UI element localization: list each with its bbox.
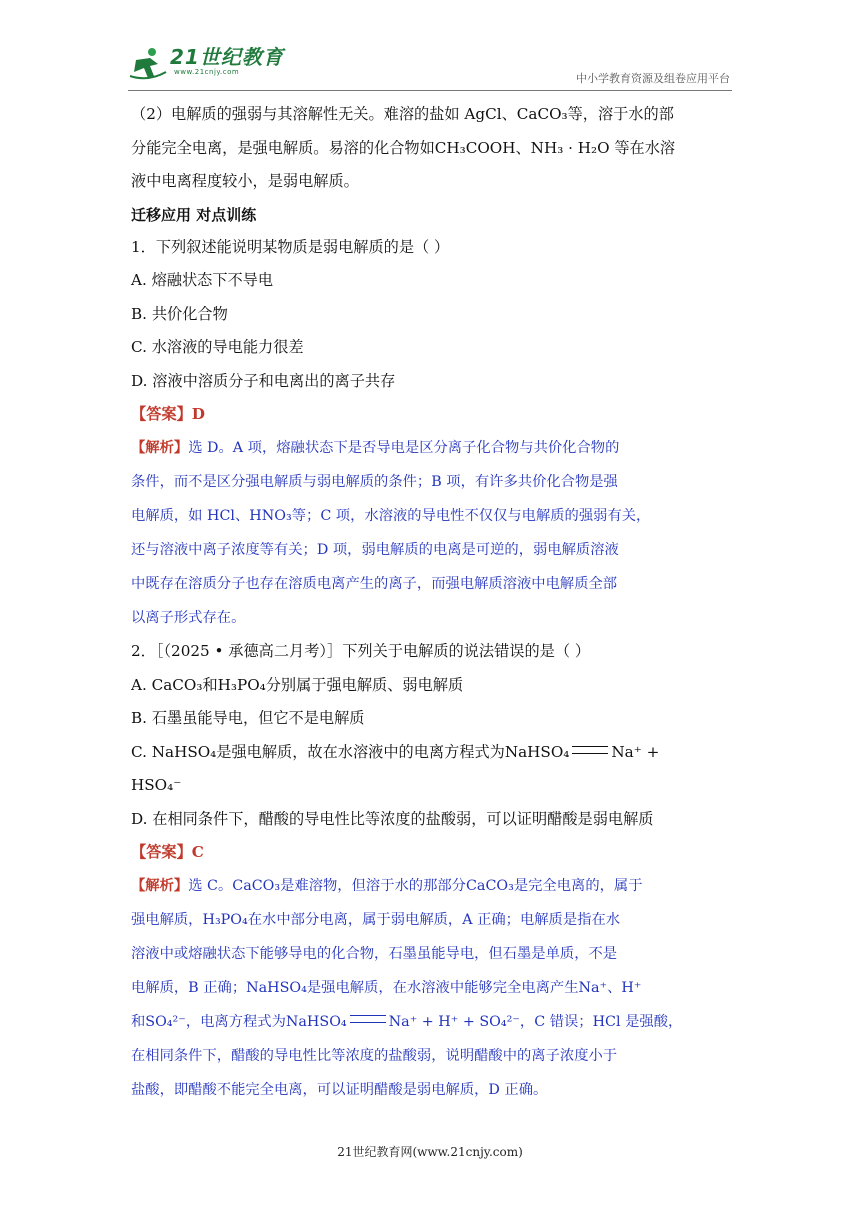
analysis-label: 【解析】 <box>131 878 189 894</box>
analysis-text: Na⁺ + H⁺ + SO₄²⁻，C 错误；HCl 是强酸， <box>388 1014 683 1030</box>
option-c-text: C. NaHSO₄是强电解质，故在水溶液中的电离方程式为NaHSO₄ <box>131 742 570 761</box>
q2-option-d: D. 在相同条件下，醋酸的导电性比等浓度的盐酸弱，可以证明醋酸是弱电解质 <box>131 809 654 828</box>
q1-analysis-line-3: 电解质，如 HCl、HNO₃等；C 项，水溶液的导电性不仅仅与电解质的强弱有关， <box>131 508 651 524</box>
logo-text: 21世纪教育 <box>170 45 284 69</box>
q2-option-c-line-2: HSO₄⁻ <box>131 776 182 794</box>
analysis-text: 选 C。CaCO₃是难溶物，但溶于水的那部分CaCO₃是完全电离的，属于 <box>188 878 643 894</box>
q2-analysis-line-6: 在相同条件下，醋酸的导电性比等浓度的盐酸弱，说明醋酸中的离子浓度小于 <box>131 1048 618 1064</box>
site-logo[interactable] <box>128 46 284 82</box>
answer-label: 【答案】 <box>131 843 192 861</box>
header-tagline: 中小学教育资源及组卷应用平台 <box>576 72 730 85</box>
q1-analysis-line-6: 以离子形式存在。 <box>131 610 246 626</box>
q2-analysis-line-1 <box>131 869 735 903</box>
document-body <box>131 98 735 1107</box>
q1-analysis-line-4: 还与溶液中离子浓度等有关；D 项，弱电解质的电离是可逆的，弱电解质溶液 <box>131 542 619 558</box>
equilibrium-sign <box>350 1015 386 1023</box>
q2-analysis-line-3: 溶液中或熔融状态下能够导电的化合物，石墨虽能导电，但石墨是单质，不是 <box>131 946 618 962</box>
analysis-label: 【解析】 <box>131 440 189 456</box>
page-header <box>128 46 732 91</box>
analysis-text: 选 D。A 项，熔融状态下是否导电是区分离子化合物与共价化合物的 <box>188 440 620 456</box>
q2-option-c <box>131 736 735 770</box>
q2-option-a: A. CaCO₃和H₃PO₄分别属于强电解质、弱电解质 <box>131 675 464 694</box>
q2-answer <box>131 836 735 869</box>
q1-stem: 1．下列叙述能说明某物质是弱电解质的是（ ） <box>131 237 450 256</box>
answer-label: 【答案】 <box>131 405 192 423</box>
q1-option-c: C. 水溶液的导电能力很差 <box>131 338 304 356</box>
section-title: 迁移应用 对点训练 <box>131 205 257 224</box>
q1-analysis-line-5: 中既存在溶质分子也存在溶质电离产生的离子，而强电解质溶液中电解质全部 <box>131 576 618 592</box>
intro-line-1: （2）电解质的强弱与其溶解性无关。难溶的盐如 AgCl、CaCO₃等，溶于水的部 <box>131 105 674 123</box>
q2-analysis-line-7: 盐酸，即醋酸不能完全电离，可以证明醋酸是弱电解质，D 正确。 <box>131 1082 548 1098</box>
q1-analysis-line-2: 条件，而不是区分强电解质与弱电解质的条件；B 项，有许多共价化合物是强 <box>131 474 618 490</box>
option-c-products: Na⁺ + <box>611 742 660 761</box>
answer-value: D <box>191 405 205 423</box>
page-footer: 21世纪教育网(www.21cnjy.com) <box>337 1145 523 1159</box>
intro-line-2: 分能完全电离，是强电解质。易溶的化合物如CH₃COOH、NH₃ · H₂O 等在水溶 <box>131 138 676 157</box>
q2-analysis-line-5 <box>131 1005 735 1039</box>
answer-value: C <box>191 843 204 861</box>
q2-analysis-line-4: 电解质，B 正确；NaHSO₄是强电解质，在水溶液中能够完全电离产生Na⁺、H⁺ <box>131 980 642 996</box>
q1-option-d: D. 溶液中溶质分子和电离出的离子共存 <box>131 371 396 390</box>
q1-analysis-line-1 <box>131 431 735 465</box>
q1-option-a: A. 熔融状态下不导电 <box>131 271 274 289</box>
logo-url: www.21cnjy.com <box>174 68 240 76</box>
q1-option-b: B. 共价化合物 <box>131 304 228 323</box>
q2-analysis-line-2: 强电解质，H₃PO₄在水中部分电离，属于弱电解质，A 正确；电解质是指在水 <box>131 912 621 928</box>
analysis-text: 和SO₄²⁻，电离方程式为NaHSO₄ <box>131 1014 347 1030</box>
q2-option-b: B. 石墨虽能导电，但它不是电解质 <box>131 709 365 727</box>
q1-answer <box>131 398 735 431</box>
q2-stem: 2．［（2025 • 承德高二月考）］下列关于电解质的说法错误的是（ ） <box>131 642 591 660</box>
equilibrium-sign <box>572 746 608 754</box>
intro-line-3: 液中电离程度较小，是弱电解质。 <box>131 172 359 190</box>
runner-logo-icon <box>128 46 168 82</box>
